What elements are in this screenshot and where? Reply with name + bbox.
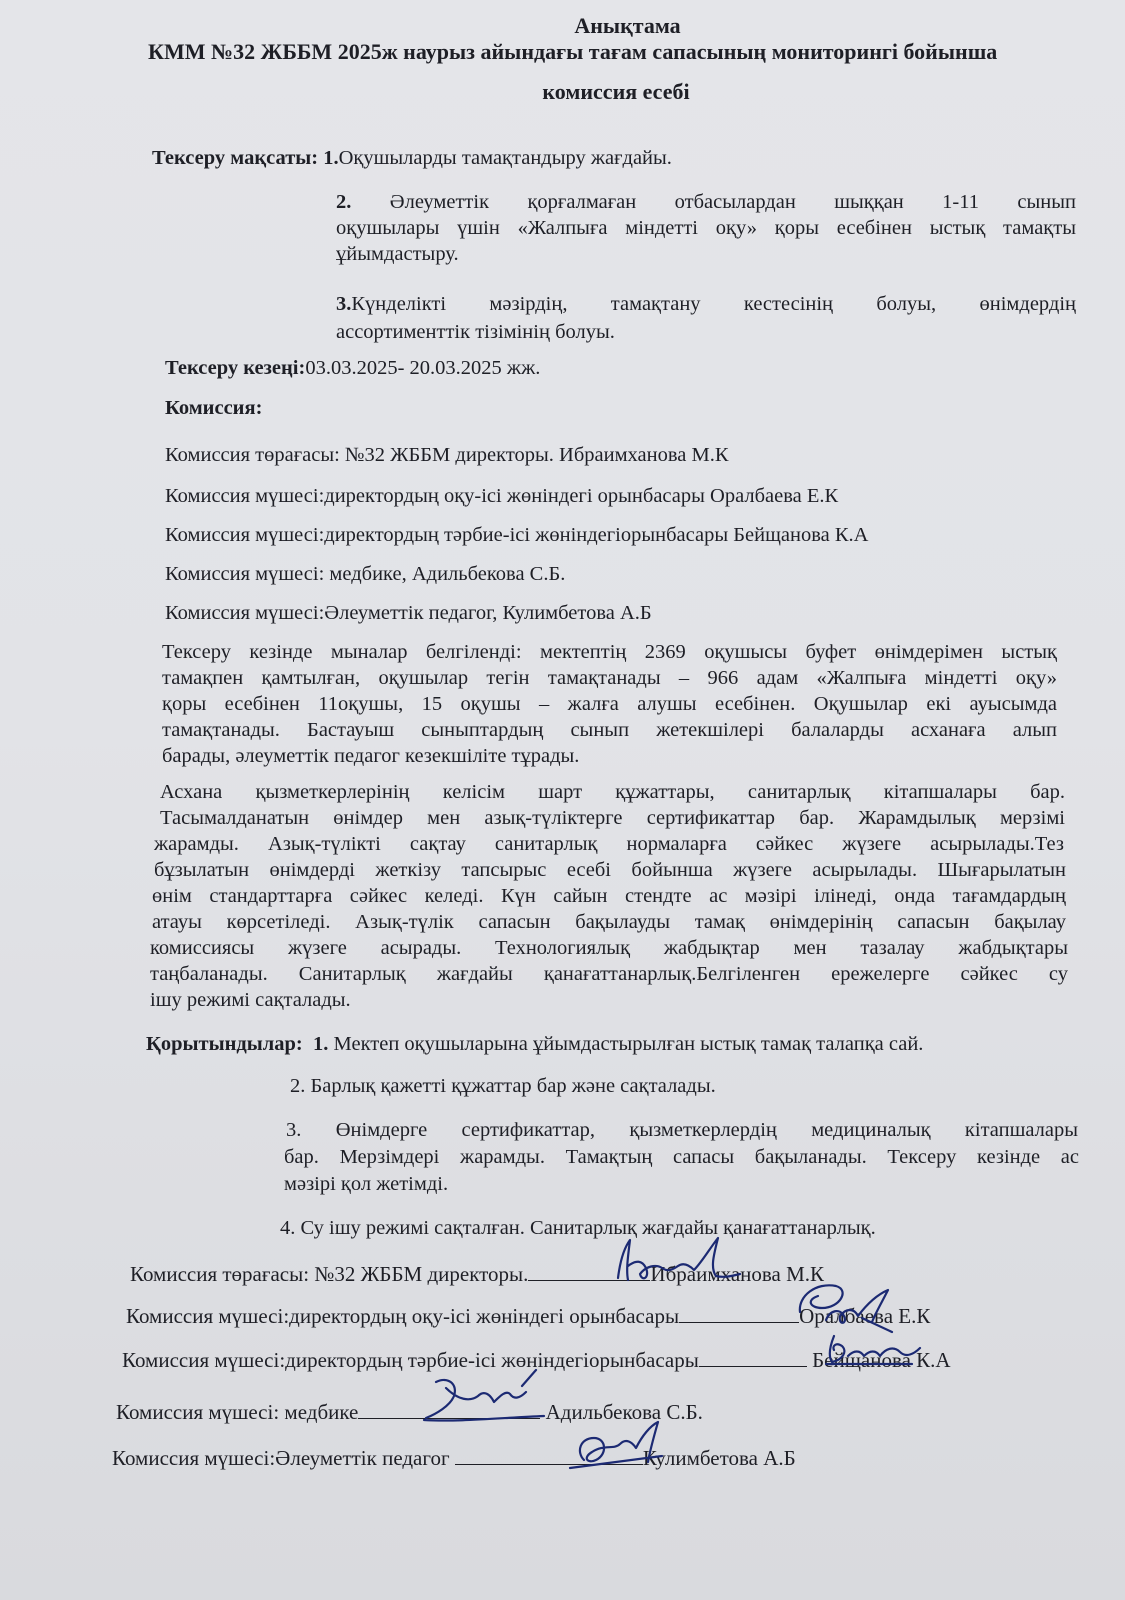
findings-p2-line4: бұзылатын өнімдерді жеткізу тапсырыс есебі бойынша жүзеге асырылады. Шығарылатын <box>154 859 1066 881</box>
conclusion-item-3-line2: бар. Мерзімдері жарамды. Тамақтың сапасы бақыланады. Тексеру кезінде ас <box>284 1146 1079 1168</box>
handwritten-signature-5 <box>562 1414 682 1484</box>
document-subtitle-line1: КММ №32 ЖББМ 2025ж наурыз айындағы тағам сапасының мониторингі бойынша <box>148 39 998 64</box>
commission-member-2: Комиссия мүшесі:директордың оқу-ісі жөніндегі орынбасары Оралбаева Е.К <box>165 485 839 507</box>
signature-role-3: Комиссия мүшесі:директордың тәрбие-ісі жөніндегіорынбасары <box>122 1348 699 1372</box>
purpose-item-2-line1 <box>336 190 1076 214</box>
commission-heading: Комиссия: <box>165 397 263 419</box>
signature-name-2: Оралбаева Е.К <box>799 1304 931 1328</box>
findings-p1-line2: тамақпен қамтылған, оқушылар тегін тамақтанады – 966 адам «Жалпыға міндетті оқу» <box>162 667 1057 689</box>
findings-p2-line8: таңбаланады. Санитарлық жағдайы қанағаттанарлық.Белгіленген ережелерге сәйкес су <box>150 963 1068 985</box>
purpose-item-3-number: 3. <box>336 293 352 315</box>
findings-p2-line1: Асхана қызметкерлерінің келісім шарт құжаттары, санитарлық кітапшалары бар. <box>160 781 1065 803</box>
signature-line-2 <box>679 1302 799 1323</box>
signature-name-3: Бейщанова К.А <box>812 1348 951 1372</box>
signature-line-3 <box>699 1346 807 1367</box>
findings-p2-line6: атауы көрсетіледі. Азық-түлік сапасын бақылауды тамақ өнімдерінің сапасын бақылау <box>152 911 1066 933</box>
period-label: Тексеру кезеңі: <box>165 357 306 379</box>
document-subtitle-line2: комиссия есебі <box>542 79 690 104</box>
conclusion-item-3-line1: 3. Өнімдерге сертификаттар, қызметкерлердің медициналық кітапшалары <box>286 1119 1078 1141</box>
handwritten-signature-3 <box>820 1320 930 1375</box>
handwritten-signature-4 <box>418 1362 558 1432</box>
purpose-item-2-text: Әлеуметтік қорғалмаған отбасылардан шыққан 1-11 сынып <box>389 191 1076 213</box>
commission-member-5: Комиссия мүшесі:Әлеуметтік педагог, Кулимбетова А.Б <box>165 602 652 624</box>
conclusion-item-3-line3: мәзірі қол жетімді. <box>284 1173 449 1195</box>
signature-name-4: Адильбекова С.Б. <box>545 1400 703 1424</box>
purpose-label: Тексеру мақсаты: <box>152 147 319 169</box>
purpose-item-1-number: 1. <box>323 147 339 169</box>
conclusions-label: Қорытындылар: <box>146 1033 303 1055</box>
commission-member-4: Комиссия мүшесі: медбике, Адильбекова С.Б. <box>165 563 566 585</box>
findings-p1-line1: Тексеру кезінде мыналар белгіленді: мектептің 2369 оқушысы буфет өнімдерімен ыстық <box>162 641 1057 663</box>
conclusion-item-1 <box>146 1032 923 1056</box>
purpose-item-1 <box>152 146 672 170</box>
conclusion-item-4: 4. Су ішу режимі сақталған. Санитарлық жағдайы қанағаттанарлық. <box>280 1217 876 1239</box>
purpose-item-1-text: Оқушыларды тамақтандыру жағдайы. <box>338 147 672 169</box>
purpose-item-3-line1 <box>336 292 1076 316</box>
document-title: Анықтама <box>574 13 681 38</box>
findings-p2-line7: комиссиясы жүзеге асырады. Технологиялық жабдықтар мен тазалау жабдықтары <box>150 937 1068 959</box>
purpose-item-2-line3: ұйымдастыру. <box>336 243 459 265</box>
handwritten-signature-1 <box>606 1226 746 1296</box>
findings-p2-line3: жарамды. Азық-түлікті сақтау санитарлық нормаларға сәйкес жүзеге асырылады.Тез <box>154 833 1064 855</box>
purpose-item-2-line2: оқушылары үшін «Жалпыға міндетті оқу» қоры есебінен ыстық тамақты <box>336 217 1076 239</box>
findings-p1-line4: тамақтанады. Бастауыш сыныптардың сынып жетекшілері балаларды асханаға алып <box>162 719 1057 741</box>
signature-name-5: Кулимбетова А.Б <box>642 1446 796 1470</box>
signature-row-5 <box>112 1444 796 1471</box>
conclusion-item-2: 2. Барлық қажетті құжаттар бар және сақталады. <box>290 1075 716 1097</box>
findings-p1-line5: барады, әлеуметтік педагог кезекшіліте тұрады. <box>162 745 580 767</box>
findings-p2-line5: өнім стандарттарға сәйкес келеді. Күн сайын стендте ас мәзірі ілінеді, онда тағамдардың <box>152 885 1066 907</box>
inspection-period <box>165 356 540 380</box>
signature-role-2: Комиссия мүшесі:директордың оқу-ісі жөніндегі орынбасары <box>126 1304 680 1328</box>
purpose-item-3-text: Күнделікті мәзірдің, тамақтану кестесінің болуы, өнімдердің <box>351 293 1076 315</box>
commission-member-3: Комиссия мүшесі:директордың тәрбие-ісі жөніндегіорынбасары Бейщанова К.А <box>165 524 869 546</box>
findings-p2-line2: Тасымалданатын өнімдер мен азық-түліктерге сертификаттар бар. Жарамдылық мерзімі <box>160 807 1065 829</box>
conclusion-item-1-text: Мектеп оқушыларына ұйымдастырылған ыстық тамақ талапқа сай. <box>333 1033 924 1055</box>
period-value: 03.03.2025- 20.03.2025 жж. <box>305 357 541 379</box>
findings-p1-line3: қоры есебінен 11оқушы, 15 оқушы – жалға алушы есебінен. Оқушылар екі ауысымда <box>162 693 1057 715</box>
signature-role-4: Комиссия мүшесі: медбике <box>116 1400 359 1424</box>
purpose-item-3-line2: ассортименттік тізімінің болуы. <box>336 321 615 343</box>
commission-member-1: Комиссия төрағасы: №32 ЖББМ директоры. Ибраимханова М.К <box>165 444 729 466</box>
conclusion-item-1-number: 1. <box>313 1033 329 1055</box>
signature-role-1: Комиссия төрағасы: №32 ЖББМ директоры. <box>130 1262 529 1286</box>
signature-name-1: Ибраимханова М.К <box>650 1262 825 1286</box>
findings-p2-line9: ішу режимі сақталады. <box>150 989 351 1011</box>
signature-role-5: Комиссия мүшесі:Әлеуметтік педагог <box>112 1446 450 1470</box>
purpose-item-2-number: 2. <box>336 191 352 213</box>
